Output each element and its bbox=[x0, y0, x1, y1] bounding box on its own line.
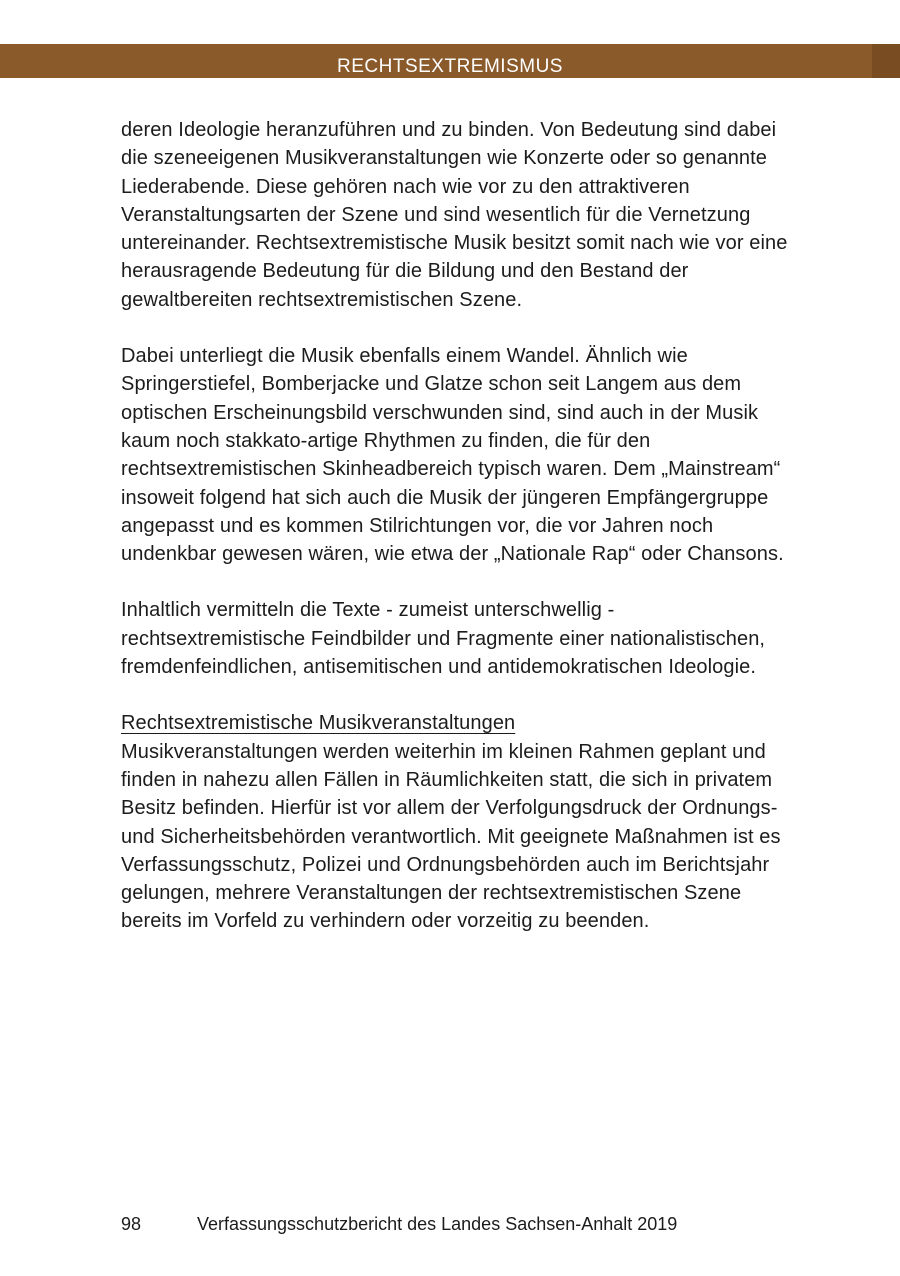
page-body bbox=[121, 116, 789, 964]
section-heading-wrapper bbox=[121, 709, 789, 737]
page-number: 98 bbox=[121, 1214, 142, 1234]
body-paragraph-4: Musikveranstaltungen werden weiterhin im kleinen Rahmen geplant und finden in nahezu allen Fällen in Räumlichkeiten statt, die sich in privatem Besitz befinden. Hierfür ist vor allem der Verfolgungsdruck der Ordnungs- und Sicherheitsbehörden verantwortlich. Mit geeignete Maßnahmen ist es Verfassungsschutz, Polizei und Ordnungsbehörden auch im Berichtsjahr gelungen, mehrere Veranstaltungen der rechtsextremistischen Szene bereits im Vorfeld zu verhindern oder vorzeitig zu beenden. bbox=[121, 740, 781, 933]
body-paragraph-2: Dabei unterliegt die Musik ebenfalls einem Wandel. Ähnlich wie Springerstiefel, Bomberjacke und Glatze schon seit Langem aus dem optischen Erscheinungsbild verschwunden sind, sind auch in der Musik kaum noch stakkato-artige Rhythmen zu finden, die für den rechtsextremistischen Skinheadbereich typisch waren. Dem „Mainstream“ insoweit folgend hat sich auch die Musik der jüngeren Empfängergruppe angepasst und es kommen Stilrichtungen vor, die vor Jahren noch undenkbar gewesen wären, wie etwa der „Nationale Rap“ oder Chansons. bbox=[121, 345, 784, 566]
publication-title: Verfassungsschutzbericht des Landes Sachsen-Anhalt 2019 bbox=[197, 1214, 678, 1234]
chapter-header-bar bbox=[0, 44, 900, 78]
body-paragraph-3: Inhaltlich vermitteln die Texte - zumeist unterschwellig - rechtsextremistische Feindbilder und Fragmente einer nationalistischen, fremdenfeindlichen, antisemitischen und antidemokratischen Ideologie. bbox=[121, 599, 766, 679]
section-heading: Rechtsextremistische Musikveranstaltungen bbox=[121, 712, 516, 735]
body-paragraph-1: deren Ideologie heranzuführen und zu binden. Von Bedeutung sind dabei die szeneeigenen Musikveranstaltungen wie Konzerte oder so genannte Liederabende. Diese gehören nach wie vor zu den attraktiveren Veranstaltungsarten der Szene und sind wesentlich für die Vernetzung untereinander. Rechtsextremistische Musik besitzt somit nach wie vor eine herausragende Bedeutung für die Bildung und den Bestand der gewaltbereiten rechtsextremistischen Szene. bbox=[121, 119, 788, 311]
page-footer bbox=[121, 1214, 677, 1235]
chapter-title: rechtsextremismus bbox=[337, 48, 563, 78]
